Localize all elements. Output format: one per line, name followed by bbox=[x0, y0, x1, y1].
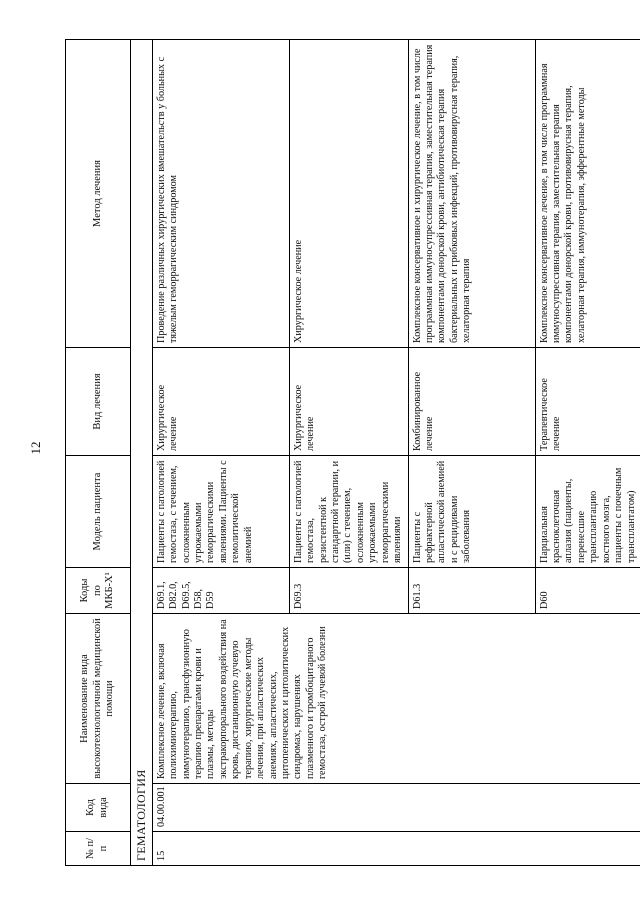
table-row bbox=[152, 40, 289, 866]
section-title: ГЕМАТОЛОГИЯ bbox=[131, 40, 153, 866]
header-num: № п/п bbox=[66, 832, 131, 866]
section-row bbox=[131, 40, 153, 866]
treatment-type: Хирургическое лечение bbox=[152, 348, 289, 456]
header-kind-code: Код вида bbox=[66, 784, 131, 832]
icd-codes: D69.3 bbox=[289, 568, 408, 614]
patient-model: Пациенты с патологией гемостаза, с течением, осложненным угрожаемыми геморрагическими явлениями. Пациенты с гемолитической анемией bbox=[152, 456, 289, 568]
treatment-method: Проведение различных хирургических вмешательств у больных с тяжелым геморрагическим синдромом bbox=[152, 40, 289, 348]
kind-code: 04.00.001 bbox=[152, 784, 640, 832]
treatment-type: Терапевтическое лечение bbox=[535, 348, 640, 456]
icd-codes: D60 bbox=[535, 568, 640, 614]
treatment-method: Комплексное консервативное лечение, в том числе программная иммуносупрессивная терапия, заместительная терапия компонентами донорской крови, противовирусная терапия, хелаторная терапия, иммунотерапия, эфферентные методы bbox=[535, 40, 640, 348]
treatment-type: Комбинированное лечение bbox=[408, 348, 535, 456]
care-type-name: Комплексное лечение, включая полихимиотерапию, иммунотерапию, трансфузионную терапию препаратами крови и плазмы, методы экстракорпорального воздействия на кровь, дистанционную лучевую терапию, хирургические методы лечения, при апластических анемиях, апластических, цитопенических и цитолитических синдромах, нарушениях плазменного и тромбоцитарного гемостаза, острой лучевой болезни bbox=[152, 614, 640, 784]
header-method: Метод лечения bbox=[66, 40, 131, 348]
patient-model: Пациенты с патологией гемостаза, резистентной к стандартной терапии, и (или) с течением, осложненным угрожаемыми геморрагическими явлениями bbox=[289, 456, 408, 568]
treatment-method: Комплексное консервативное и хирургическое лечение, в том числе программная иммуносупрессивная терапия, заместительная терапия компонентами донорской крови, антибиотическая терапия бактериальных и грибковых инфекций, противовирусная терапия, хелаторная терапия bbox=[408, 40, 535, 348]
header-treatment-type: Вид лечения bbox=[66, 348, 131, 456]
page-number: 12 bbox=[28, 441, 43, 455]
treatment-method: Хирургическое лечение bbox=[289, 40, 408, 348]
header-patient-model: Модель пациента bbox=[66, 456, 131, 568]
hitech-care-table bbox=[65, 39, 640, 866]
patient-model: Пациенты с рефрактерной апластической анемией и с рецидивами заболевания bbox=[408, 456, 535, 568]
row-number: 15 bbox=[152, 832, 640, 866]
header-icd-codes: Коды по МКБ-Х¹ bbox=[66, 568, 131, 614]
icd-codes: D69.1, D82.0, D69.5, D58, D59 bbox=[152, 568, 289, 614]
header-name: Наименование вида высокотехнологичной медицинской помощи bbox=[66, 614, 131, 784]
table-header bbox=[66, 40, 131, 866]
icd-codes: D61.3 bbox=[408, 568, 535, 614]
patient-model: Парциальная красноклеточная аплазия (пациенты, перенесшие трансплантацию костного мозга, пациенты с почечным трансплантатом) bbox=[535, 456, 640, 568]
treatment-type: Хирургическое лечение bbox=[289, 348, 408, 456]
rotated-table-container bbox=[65, 40, 637, 866]
